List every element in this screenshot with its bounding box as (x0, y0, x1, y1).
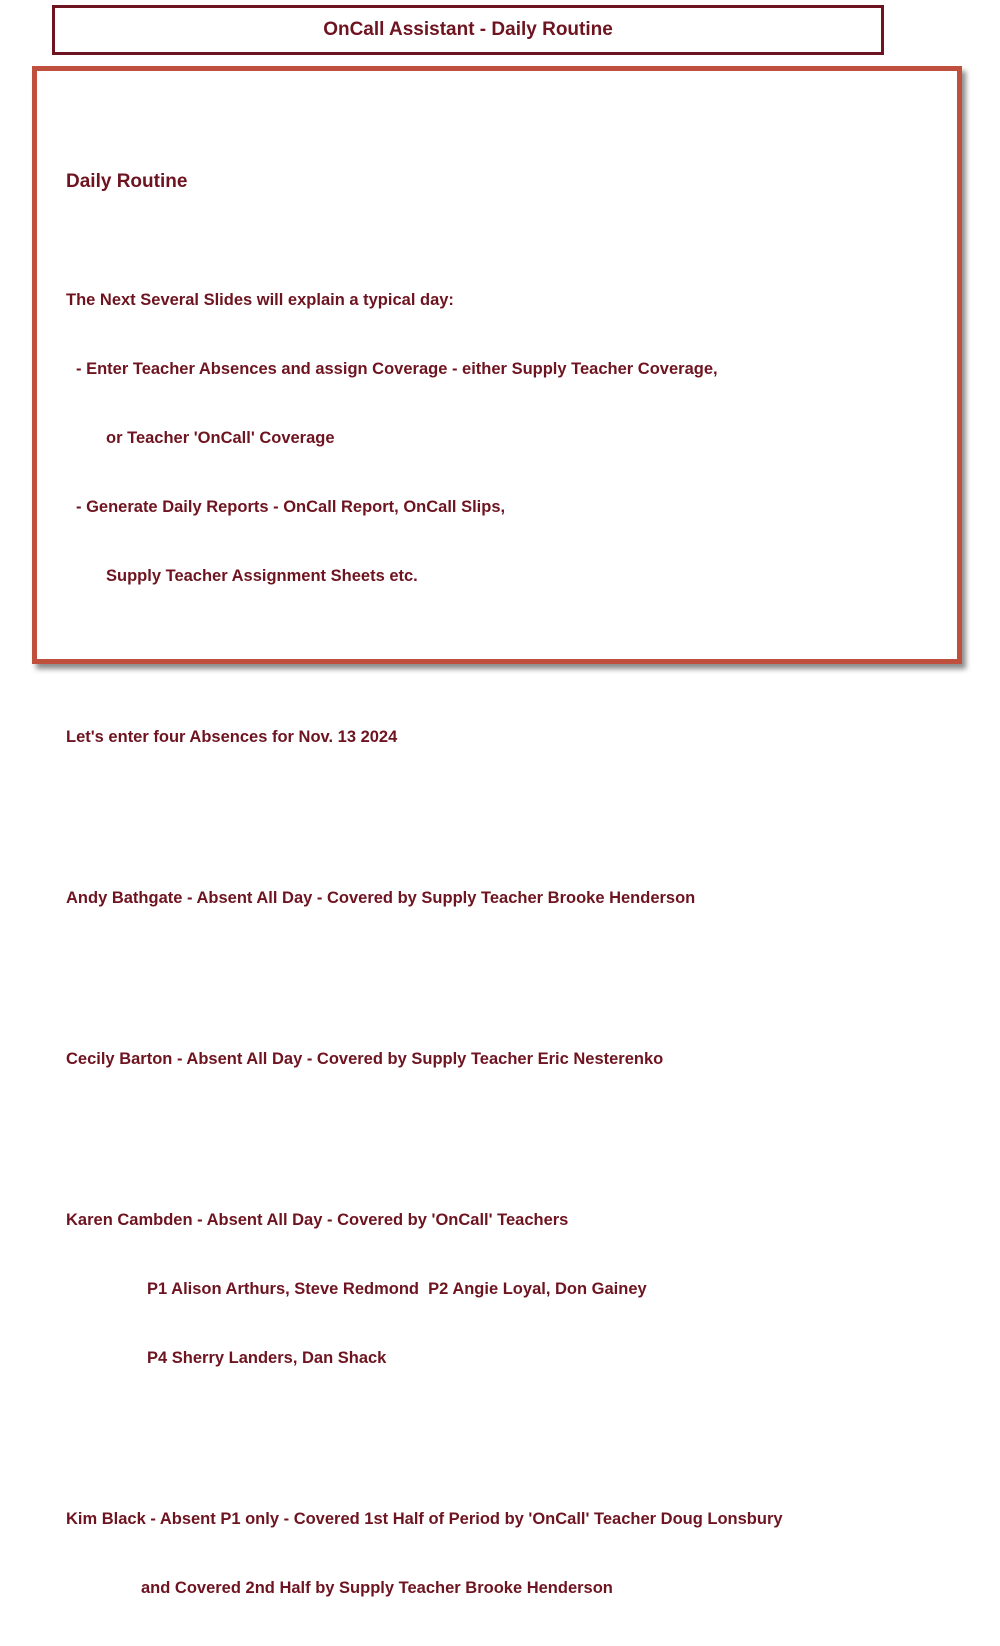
absence-4-line-1: Kim Black - Absent P1 only - Covered 1st Half of Period by 'OnCall' Teacher Doug Lonsbury (66, 1510, 783, 1528)
slide-heading: Daily Routine (66, 171, 188, 192)
slide-content (66, 123, 783, 1646)
page-title: OnCall Assistant - Daily Routine (323, 19, 613, 40)
bullet-1-line-2: or Teacher 'OnCall' Coverage (106, 429, 335, 447)
enter-absences-text: Let's enter four Absences for Nov. 13 2024 (66, 728, 398, 746)
bullet-2-line-2: Supply Teacher Assignment Sheets etc. (106, 567, 418, 585)
bullet-2-line-1: - Generate Daily Reports - OnCall Report, OnCall Slips, (76, 498, 506, 516)
absence-4-line-2: and Covered 2nd Half by Supply Teacher Brooke Henderson (141, 1579, 613, 1597)
absence-2: Cecily Barton - Absent All Day - Covered by Supply Teacher Eric Nesterenko (66, 1050, 664, 1068)
absence-3-line-2: P1 Alison Arthurs, Steve Redmond P2 Angie Loyal, Don Gainey (147, 1280, 647, 1298)
absence-3-line-1: Karen Cambden - Absent All Day - Covered by 'OnCall' Teachers (66, 1211, 569, 1229)
intro-text: The Next Several Slides will explain a typical day: (66, 291, 454, 309)
slide-frame (32, 66, 962, 1597)
absence-1: Andy Bathgate - Absent All Day - Covered by Supply Teacher Brooke Henderson (66, 889, 696, 907)
bullet-1-line-1: - Enter Teacher Absences and assign Coverage - either Supply Teacher Coverage, (76, 360, 718, 378)
absence-3-line-3: P4 Sherry Landers, Dan Shack (147, 1349, 387, 1367)
title-banner (52, 5, 884, 55)
